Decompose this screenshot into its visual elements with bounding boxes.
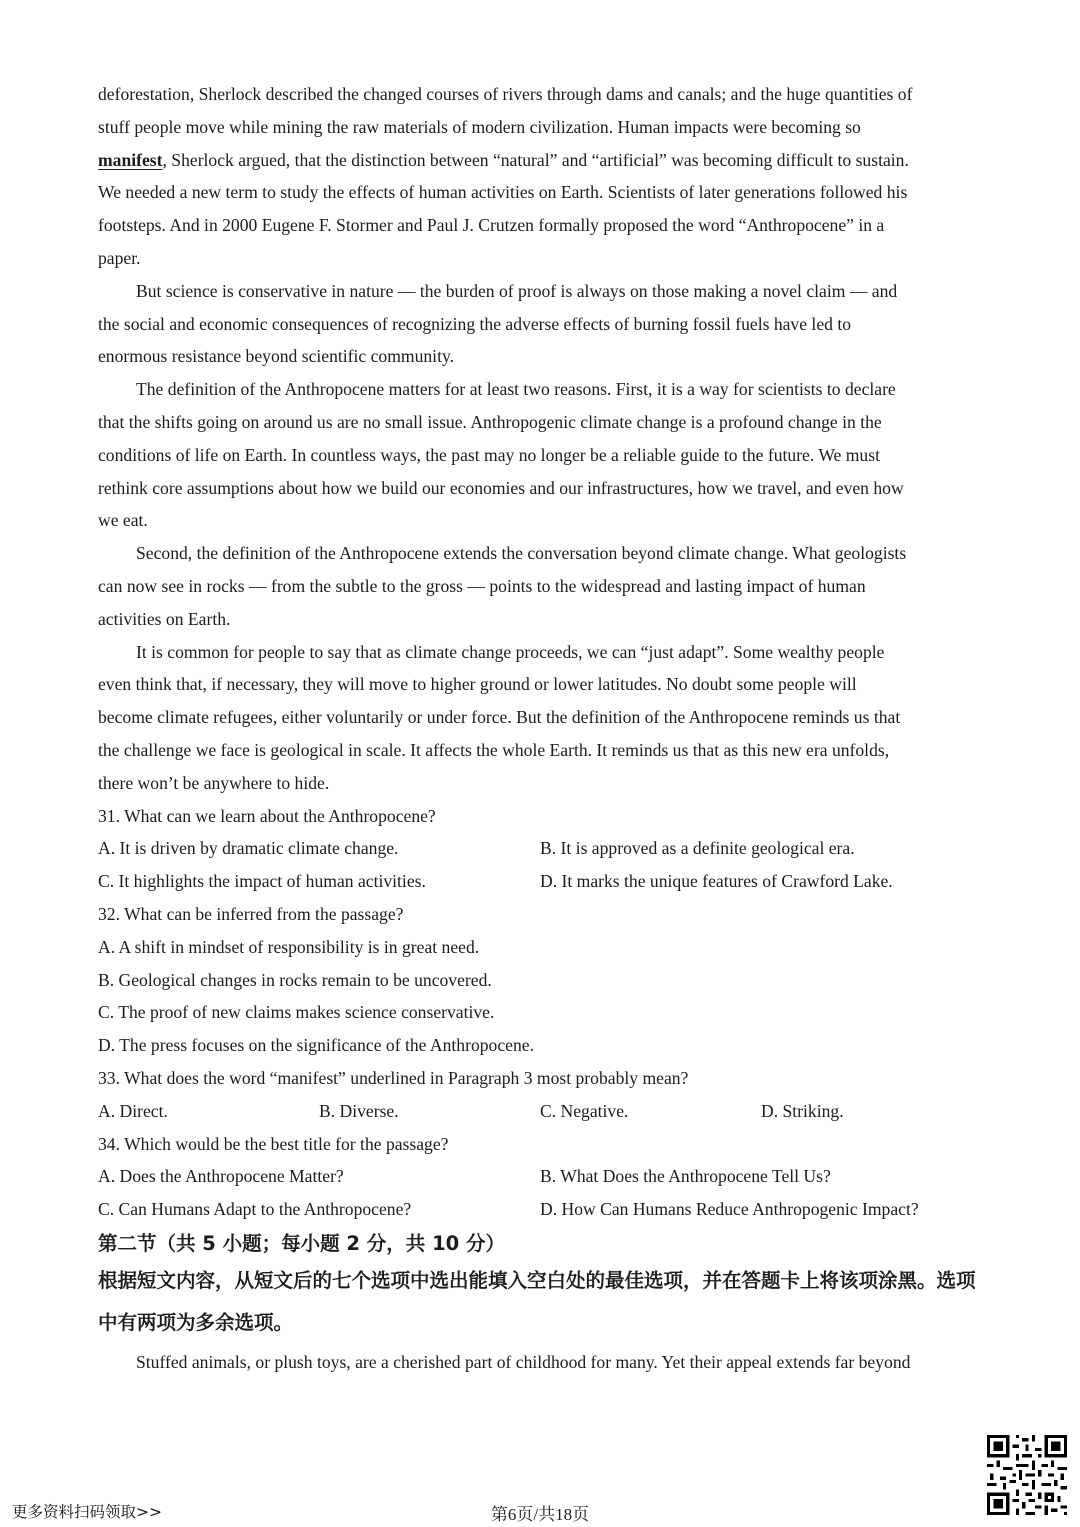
text-line: stuff people move while mining the raw materials of modern civilization. Human impacts were becoming so: [98, 116, 861, 137]
section-instruction: 根据短文内容，从短文后的七个选项中选出能填入空白处的最佳选项，并在答题卡上将该项涂黑。选项中有两项为多余选项。: [98, 1268, 976, 1334]
text-line: can now see in rocks — from the subtle to the gross — points to the widespread and lasting impact of human: [98, 575, 866, 596]
question-34-options-row: [98, 1193, 983, 1226]
option-b: B. Diverse.: [319, 1100, 399, 1121]
text-line: even think that, if necessary, they will move to higher ground or lower latitudes. No doubt some people will: [98, 674, 857, 695]
text-line: activities on Earth.: [98, 608, 231, 629]
option-c: C. Can Humans Adapt to the Anthropocene?: [98, 1199, 412, 1220]
option-a: A. A shift in mindset of responsibility is in great need.: [98, 936, 480, 957]
option-c: C. Negative.: [540, 1100, 629, 1121]
question-31-options-row: [98, 832, 983, 865]
text-line: the challenge we face is geological in scale. It affects the whole Earth. It reminds us that as this new era unfolds,: [98, 739, 890, 760]
option-a: A. It is driven by dramatic climate change.: [98, 838, 399, 859]
option-d: D. Striking.: [761, 1100, 844, 1121]
option-c: C. It highlights the impact of human activities.: [98, 871, 426, 892]
option-c: C. The proof of new claims makes science conservative.: [98, 1002, 495, 1023]
text-line: we eat.: [98, 510, 148, 531]
text-line: deforestation, Sherlock described the changed courses of rivers through dams and canals; and the huge quantities of: [98, 84, 913, 104]
text-line: rethink core assumptions about how we build our economies and our infrastructures, how we travel, and even how: [98, 477, 904, 498]
option-d: D. How Can Humans Reduce Anthropogenic Impact?: [540, 1199, 919, 1220]
question-33-stem: 33. What does the word “manifest” underlined in Paragraph 3 most probably mean?: [98, 1067, 689, 1088]
paragraph-first-line: Stuffed animals, or plush toys, are a cherished part of childhood for many. Yet their appeal extends far beyond: [136, 1351, 911, 1372]
text-line: We needed a new term to study the effects of human activities on Earth. Scientists of later generations followed his: [98, 182, 908, 203]
section-heading: 第二节（共 5 小题；每小题 2 分，共 10 分）: [98, 1231, 506, 1255]
qr-code-icon[interactable]: [987, 1435, 1067, 1515]
exam-page-body: [98, 78, 983, 1379]
paragraph-first-line: Second, the definition of the Anthropocene extends the conversation beyond climate change. What geologists: [136, 543, 907, 564]
text-line: there won’t be anywhere to hide.: [98, 772, 330, 793]
option-b: B. What Does the Anthropocene Tell Us?: [540, 1166, 831, 1187]
underlined-keyword: manifest: [98, 149, 163, 170]
option-b: B. Geological changes in rocks remain to be uncovered.: [98, 969, 492, 990]
text-line: become climate refugees, either voluntarily or under force. But the definition of the Anthropocene reminds us that: [98, 707, 901, 728]
text-fragment: , Sherlock argued, that the distinction between “natural” and “artificial” was becoming difficult to sustain.: [162, 149, 909, 170]
option-d: D. It marks the unique features of Crawford Lake.: [540, 871, 893, 892]
option-b: B. It is approved as a definite geological era.: [540, 838, 855, 859]
question-34-options-row: [98, 1160, 983, 1193]
question-31-options-row: [98, 865, 983, 898]
text-line: that the shifts going on around us are no small issue. Anthropogenic climate change is a profound change in the: [98, 411, 882, 432]
option-a: A. Does the Anthropocene Matter?: [98, 1166, 344, 1187]
text-line-with-keyword: [98, 144, 983, 177]
paragraph-first-line: But science is conservative in nature — the burden of proof is always on those making a novel claim — and: [136, 280, 898, 301]
text-line: footsteps. And in 2000 Eugene F. Stormer and Paul J. Crutzen formally proposed the word “Anthropocene” in a: [98, 215, 885, 236]
text-line: enormous resistance beyond scientific community.: [98, 346, 455, 367]
option-a: A. Direct.: [98, 1100, 168, 1121]
text-line: conditions of life on Earth. In countless ways, the past may no longer be a reliable guide to the future. We must: [98, 444, 880, 465]
question-33-options-row: [98, 1095, 983, 1128]
question-34-stem: 34. Which would be the best title for the passage?: [98, 1133, 449, 1154]
text-line: the social and economic consequences of recognizing the adverse effects of burning fossil fuels have led to: [98, 313, 852, 334]
more-resources-link[interactable]: 更多资料扫码领取>>: [12, 1503, 162, 1521]
page-number: 第6页/共18页: [490, 1505, 590, 1524]
paragraph-first-line: It is common for people to say that as climate change proceeds, we can “just adapt”. Some wealthy people: [136, 641, 885, 662]
option-d: D. The press focuses on the significance of the Anthropocene.: [98, 1035, 534, 1056]
question-32-stem: 32. What can be inferred from the passage?: [98, 903, 404, 924]
question-31-stem: 31. What can we learn about the Anthropocene?: [98, 805, 436, 826]
paragraph-first-line: The definition of the Anthropocene matters for at least two reasons. First, it is a way for scientists to declare: [136, 379, 896, 400]
text-line: paper.: [98, 247, 141, 268]
